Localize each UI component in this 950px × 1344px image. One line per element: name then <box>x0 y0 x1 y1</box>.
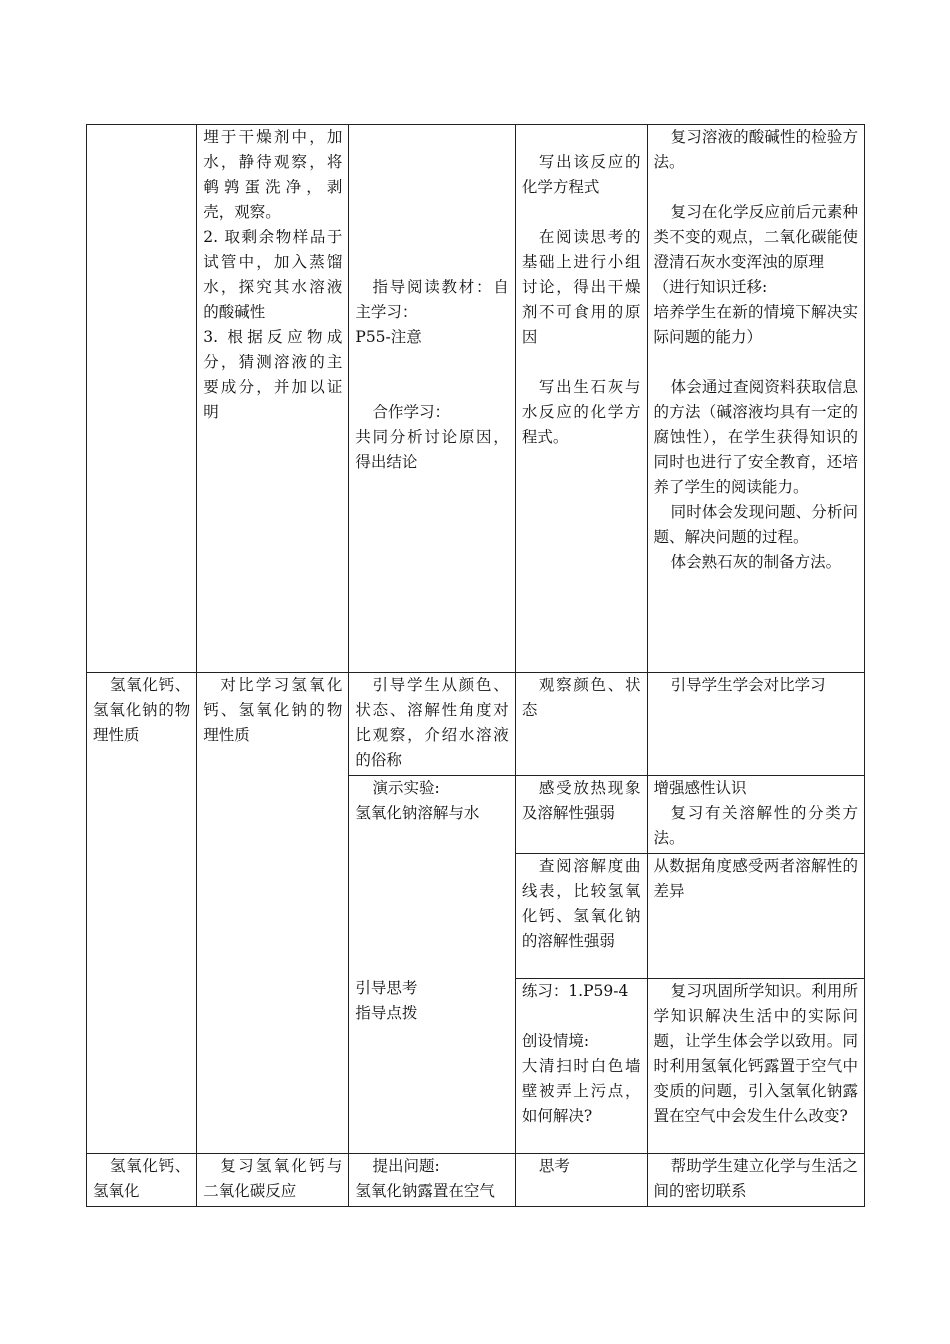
intent-reading-ability: 体会通过查阅资料获取信息的方法（碱溶液均具有一定的腐蚀性），在学生获得知识的同时也进行了安全教育，还培养了学生的阅读能力。 <box>653 378 858 496</box>
think-text: 思考 <box>538 1157 570 1175</box>
scenario-text: 大清扫时白色墙壁被弄上污点， 如何解决? <box>521 1057 641 1125</box>
practice-text: 练习：1.P59-4 <box>521 982 629 1000</box>
intent-review-acidity: 复习溶液的酸碱性的检验方法。 <box>653 128 858 171</box>
raise-question-label: 提出问题: <box>372 1157 440 1175</box>
cell-solubility-curve <box>515 854 647 979</box>
guide-thinking: 引导思考 <box>355 979 418 997</box>
activity-step-2: 2. 取剩余物样品于试管中，加入蒸馏水，探究其水溶液的酸碱性 <box>203 228 343 321</box>
cell-compare-properties <box>197 673 349 1154</box>
data-perspective-text: 从数据角度感受两者溶解性的差异 <box>653 857 858 900</box>
connect-life-text: 帮助学生建立化学与生活之间的密切联系 <box>653 1157 858 1200</box>
intent-transfer-label: （进行知识迁移: <box>653 278 768 296</box>
guide-observe-text: 引导学生从颜色、状态、溶解性角度对比观察，介绍水溶液的俗称 <box>355 676 509 769</box>
observe-color-text: 观察颜色、状态 <box>521 676 641 719</box>
task-group-discussion: 在阅读思考的基础上进行小组讨论，得出干燥剂不可食用的原因 <box>521 228 641 346</box>
cell-topic-reaction <box>87 1154 197 1207</box>
cell-teacher-activity <box>349 125 515 673</box>
compare-properties-text: 对比学习氢氧化钙、氢氧化钠的物理性质 <box>203 676 343 744</box>
demo-text: 氢氧化钠溶解与水 <box>355 804 480 822</box>
review-consolidate-text: 复习巩固所学知识。利用所学知识解决生活中的实际问题，让学生体会学以致用。同时利用氢氧化钙露置于空气中变质的问题，引入氢氧化钠露置在空气中会发生什么改变? <box>653 982 858 1125</box>
cell-compare-learning <box>647 673 864 776</box>
compare-learning-text: 引导学生学会对比学习 <box>670 676 826 694</box>
perceptual-text: 增强感性认识 <box>653 779 747 797</box>
table-row <box>87 125 865 673</box>
solubility-classification-text: 复习有关溶解性的分类方法。 <box>653 804 858 847</box>
cell-student-activity <box>197 125 349 673</box>
teacher-guide-reading: 指导阅读教材：自主学习： <box>355 278 509 321</box>
review-co2-text: 复习氢氧化钙与二氧化碳反应 <box>203 1157 343 1200</box>
topic-physical-text: 氢氧化钙、氢氧化钠的物理性质 <box>93 676 191 744</box>
topic-reaction-text: 氢氧化钙、氢氧化 <box>93 1157 191 1200</box>
task-write-equation: 写出该反应的化学方程式 <box>521 153 641 196</box>
cell-guide-observe <box>349 673 515 776</box>
solubility-curve-text: 查阅溶解度曲线表，比较氢氧化钙、氢氧化钠的溶解性强弱 <box>521 857 641 950</box>
activity-step-1: 埋于干燥剂中，加水，静待观察，将鹌鹑蛋洗净，剥壳，观察。 <box>203 128 343 221</box>
table-row <box>87 1154 865 1207</box>
teacher-page-ref: P55-注意 <box>355 328 422 346</box>
cell-connect-life <box>647 1154 864 1207</box>
teacher-cooperative-text: 共同分析讨论原因，得出结论 <box>355 428 509 471</box>
intent-problem-solving: 同时体会发现问题、分析问题、解决问题的过程。 <box>653 503 858 546</box>
teacher-cooperative-label: 合作学习： <box>372 403 450 421</box>
intent-review-elements: 复习在化学反应前后元素种类不变的观点，二氧化碳能使澄清石灰水变浑浊的原理 <box>653 203 858 271</box>
demo-label: 演示实验: <box>372 779 440 797</box>
cell-data-perspective <box>647 854 864 979</box>
activity-step-3: 3. 根据反应物成分，猜测溶液的主要成分，并加以证明 <box>203 328 343 421</box>
cell-design-intent <box>647 125 864 673</box>
cell-observe-color <box>515 673 647 776</box>
table-row <box>87 673 865 776</box>
cell-perceptual <box>647 776 864 854</box>
scenario-label: 创设情境: <box>521 1032 590 1050</box>
task-write-lime-equation: 写出生石灰与水反应的化学方程式。 <box>521 378 641 446</box>
intent-slaked-lime: 体会熟石灰的制备方法。 <box>670 553 842 571</box>
cell-review-co2 <box>197 1154 349 1207</box>
cell-topic-physical <box>87 673 197 1154</box>
feel-heat-text: 感受放热现象及溶解性强弱 <box>521 779 641 822</box>
cell-topic <box>87 125 197 673</box>
intent-transfer-text: 培养学生在新的情境下解决实际问题的能力） <box>653 303 858 346</box>
raise-question-text: 氢氧化钠露置在空气 <box>355 1182 495 1200</box>
cell-review-consolidate <box>647 979 864 1154</box>
lesson-plan-table <box>86 124 865 1207</box>
cell-student-task <box>515 125 647 673</box>
cell-think <box>515 1154 647 1207</box>
cell-raise-question <box>349 1154 515 1207</box>
cell-demo-experiment <box>349 776 515 1154</box>
cell-practice <box>515 979 647 1154</box>
guide-hints: 指导点拨 <box>355 1004 418 1022</box>
cell-feel-heat <box>515 776 647 854</box>
